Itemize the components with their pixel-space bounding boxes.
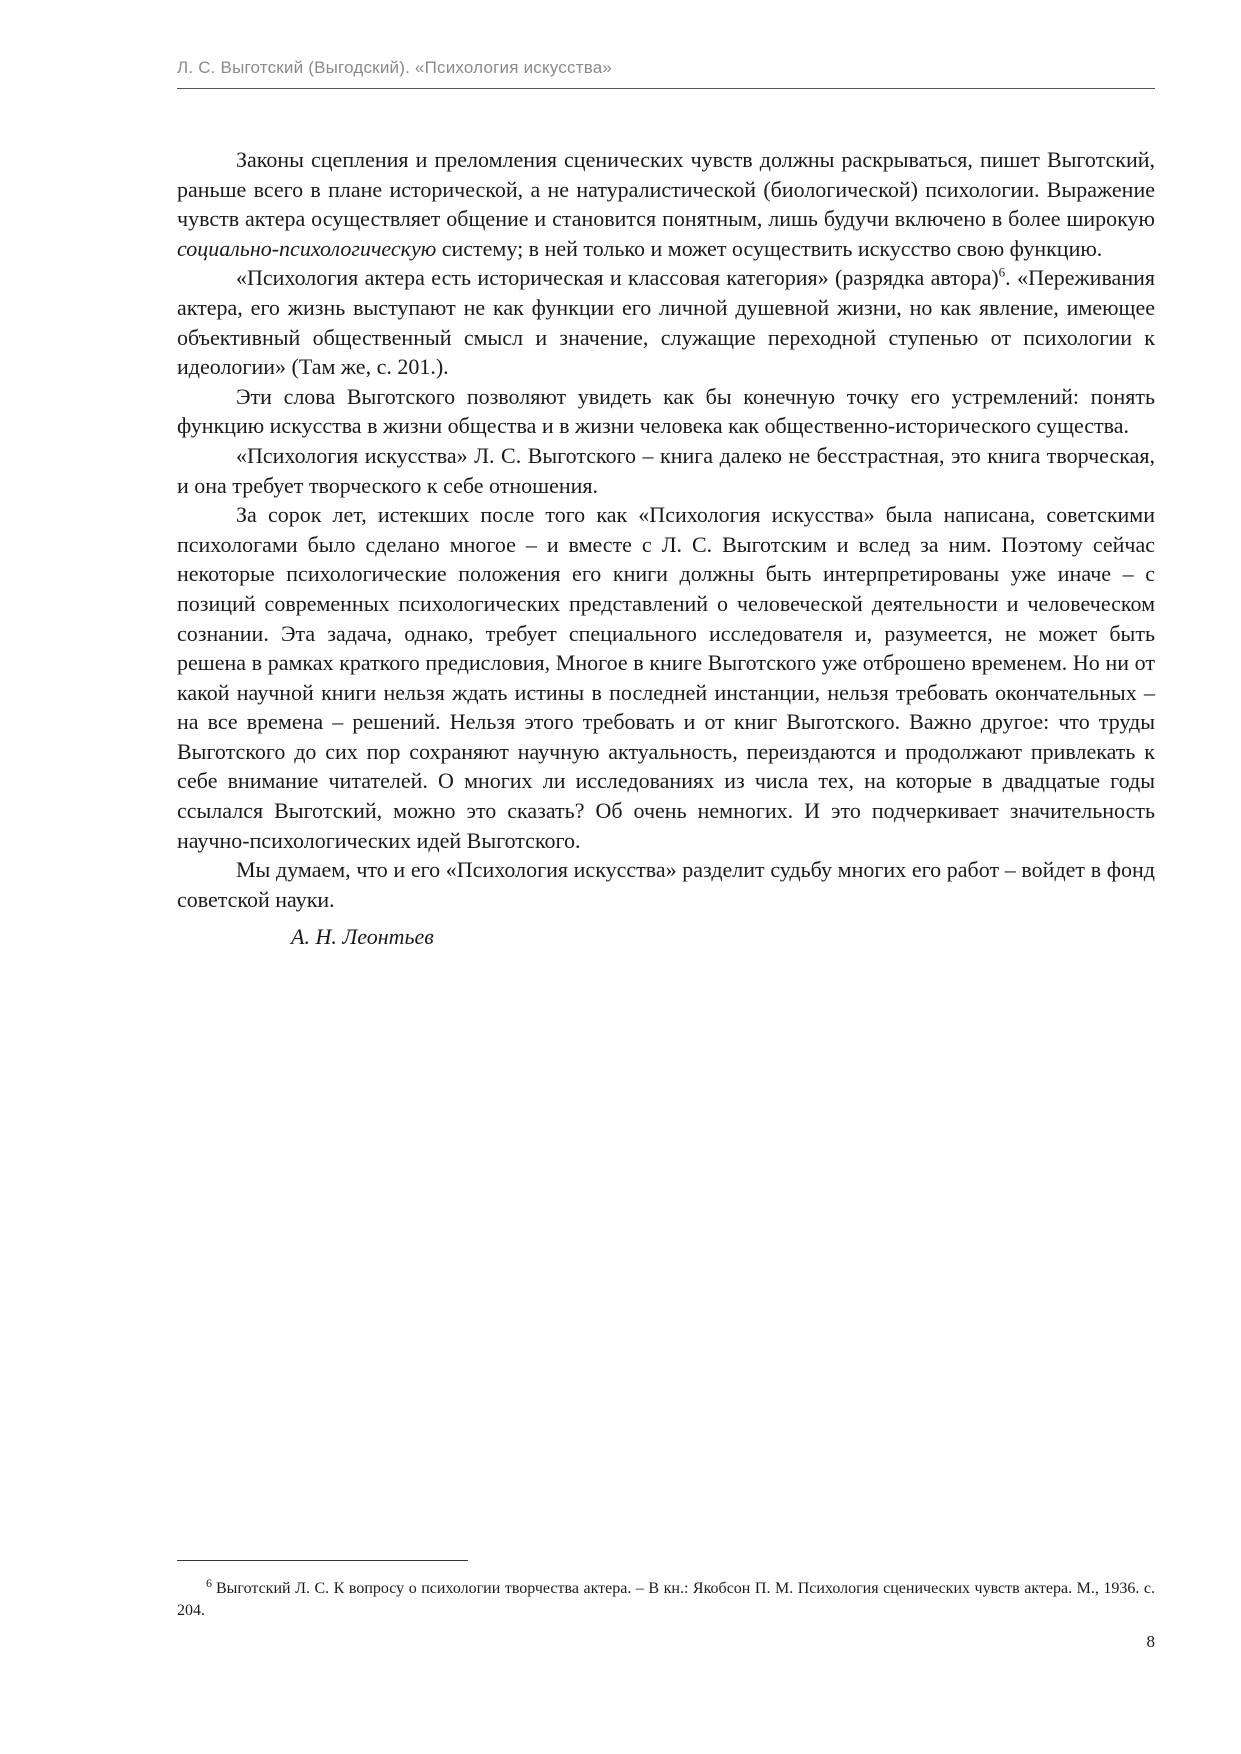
- footnote: [177, 1575, 1155, 1622]
- paragraph-1-italic: социально-психологическую: [177, 235, 437, 261]
- paragraph-5: За сорок лет, истекших после того как «Психология искусства» была написана, советскими психологами было сделано многое – и вместе с Л. С. Выготским и вслед за ним. Поэтому сейчас некоторые психологические положения его книги должны быть интерпретированы уже иначе – с позиций современных психологических представлений о человеческой деятельности и человеческом сознании. Эта задача, однако, требует специального исследователя и, разумеется, не может быть решена в рамках краткого предисловия, Многое в книге Выготского уже отброшено временем. Но ни от какой научной книги нельзя ждать истины в последней инстанции, нельзя требовать окончательных – на все времена – решений. Нельзя этого требовать и от книг Выготского. Важно другое: что труды Выготского до сих пор сохраняют научную актуальность, переиздаются и продолжают привлекать к себе внимание читателей. О многих ли исследованиях из числа тех, на которые в двадцатые годы ссылался Выготский, можно это сказать? Об очень немногих. И это подчеркивает значительность научно-психологических идей Выготского.: [177, 502, 1155, 853]
- paragraph-1-text-b: систему; в ней только и может осуществить искусство свою функцию.: [436, 235, 1103, 261]
- paragraph-1: [177, 145, 1155, 263]
- paragraph-2-text-b: . «Переживания актера, его жизнь выступают не как функции его личной душевной жизни, но как явление, имеющее объективный общественный смысл и значение, служащие переходной ступенью от психологии к идеологии» (Там же, с. 201.).: [177, 265, 1155, 380]
- page-number: 8: [1146, 1632, 1155, 1651]
- footnote-mark: 6: [206, 1575, 212, 1590]
- paragraph-1-text-a: Законы сцепления и преломления сценических чувств должны раскрываться, пишет Выготский, раньше всего в плане исторической, а не натуралистической (биологической) психологии. Выражение чувств актера осуществляет общение и становится понятным, лишь будучи включено в более широкую: [177, 147, 1155, 232]
- paragraph-4: «Психология искусства» Л. С. Выготского – книга далеко не бесстрастная, это книга творческая, и она требует творческого к себе отношения.: [177, 442, 1155, 498]
- paragraph-3: Эти слова Выготского позволяют увидеть как бы конечную точку его устремлений: понять функцию искусства в жизни общества и в жизни человека как общественно-исторического существа.: [177, 383, 1155, 439]
- footnote-reference: 6: [998, 265, 1006, 281]
- paragraph-6: Мы думаем, что и его «Психология искусства» разделит судьбу многих его работ – войдет в фонд советской науки.: [177, 857, 1155, 912]
- footnote-rule: [177, 1560, 468, 1561]
- footnote-text: Выготский Л. С. К вопросу о психологии творчества актера. – В кн.: Якобсон П. М. Психология сценических чувств актера. М., 1936. с. 204.: [177, 1580, 1155, 1619]
- author-signature: А. Н. Леонтьев: [291, 924, 434, 950]
- running-header: Л. С. Выготский (Выгодский). «Психология искусства»: [177, 58, 613, 77]
- paragraph-2: [177, 263, 1155, 381]
- header-rule: [177, 88, 1155, 89]
- paragraph-2-text-a: «Психология актера есть историческая и классовая категория» (разрядка автора): [236, 265, 999, 291]
- main-text: [177, 145, 1155, 952]
- footnote-6: [177, 1575, 1155, 1622]
